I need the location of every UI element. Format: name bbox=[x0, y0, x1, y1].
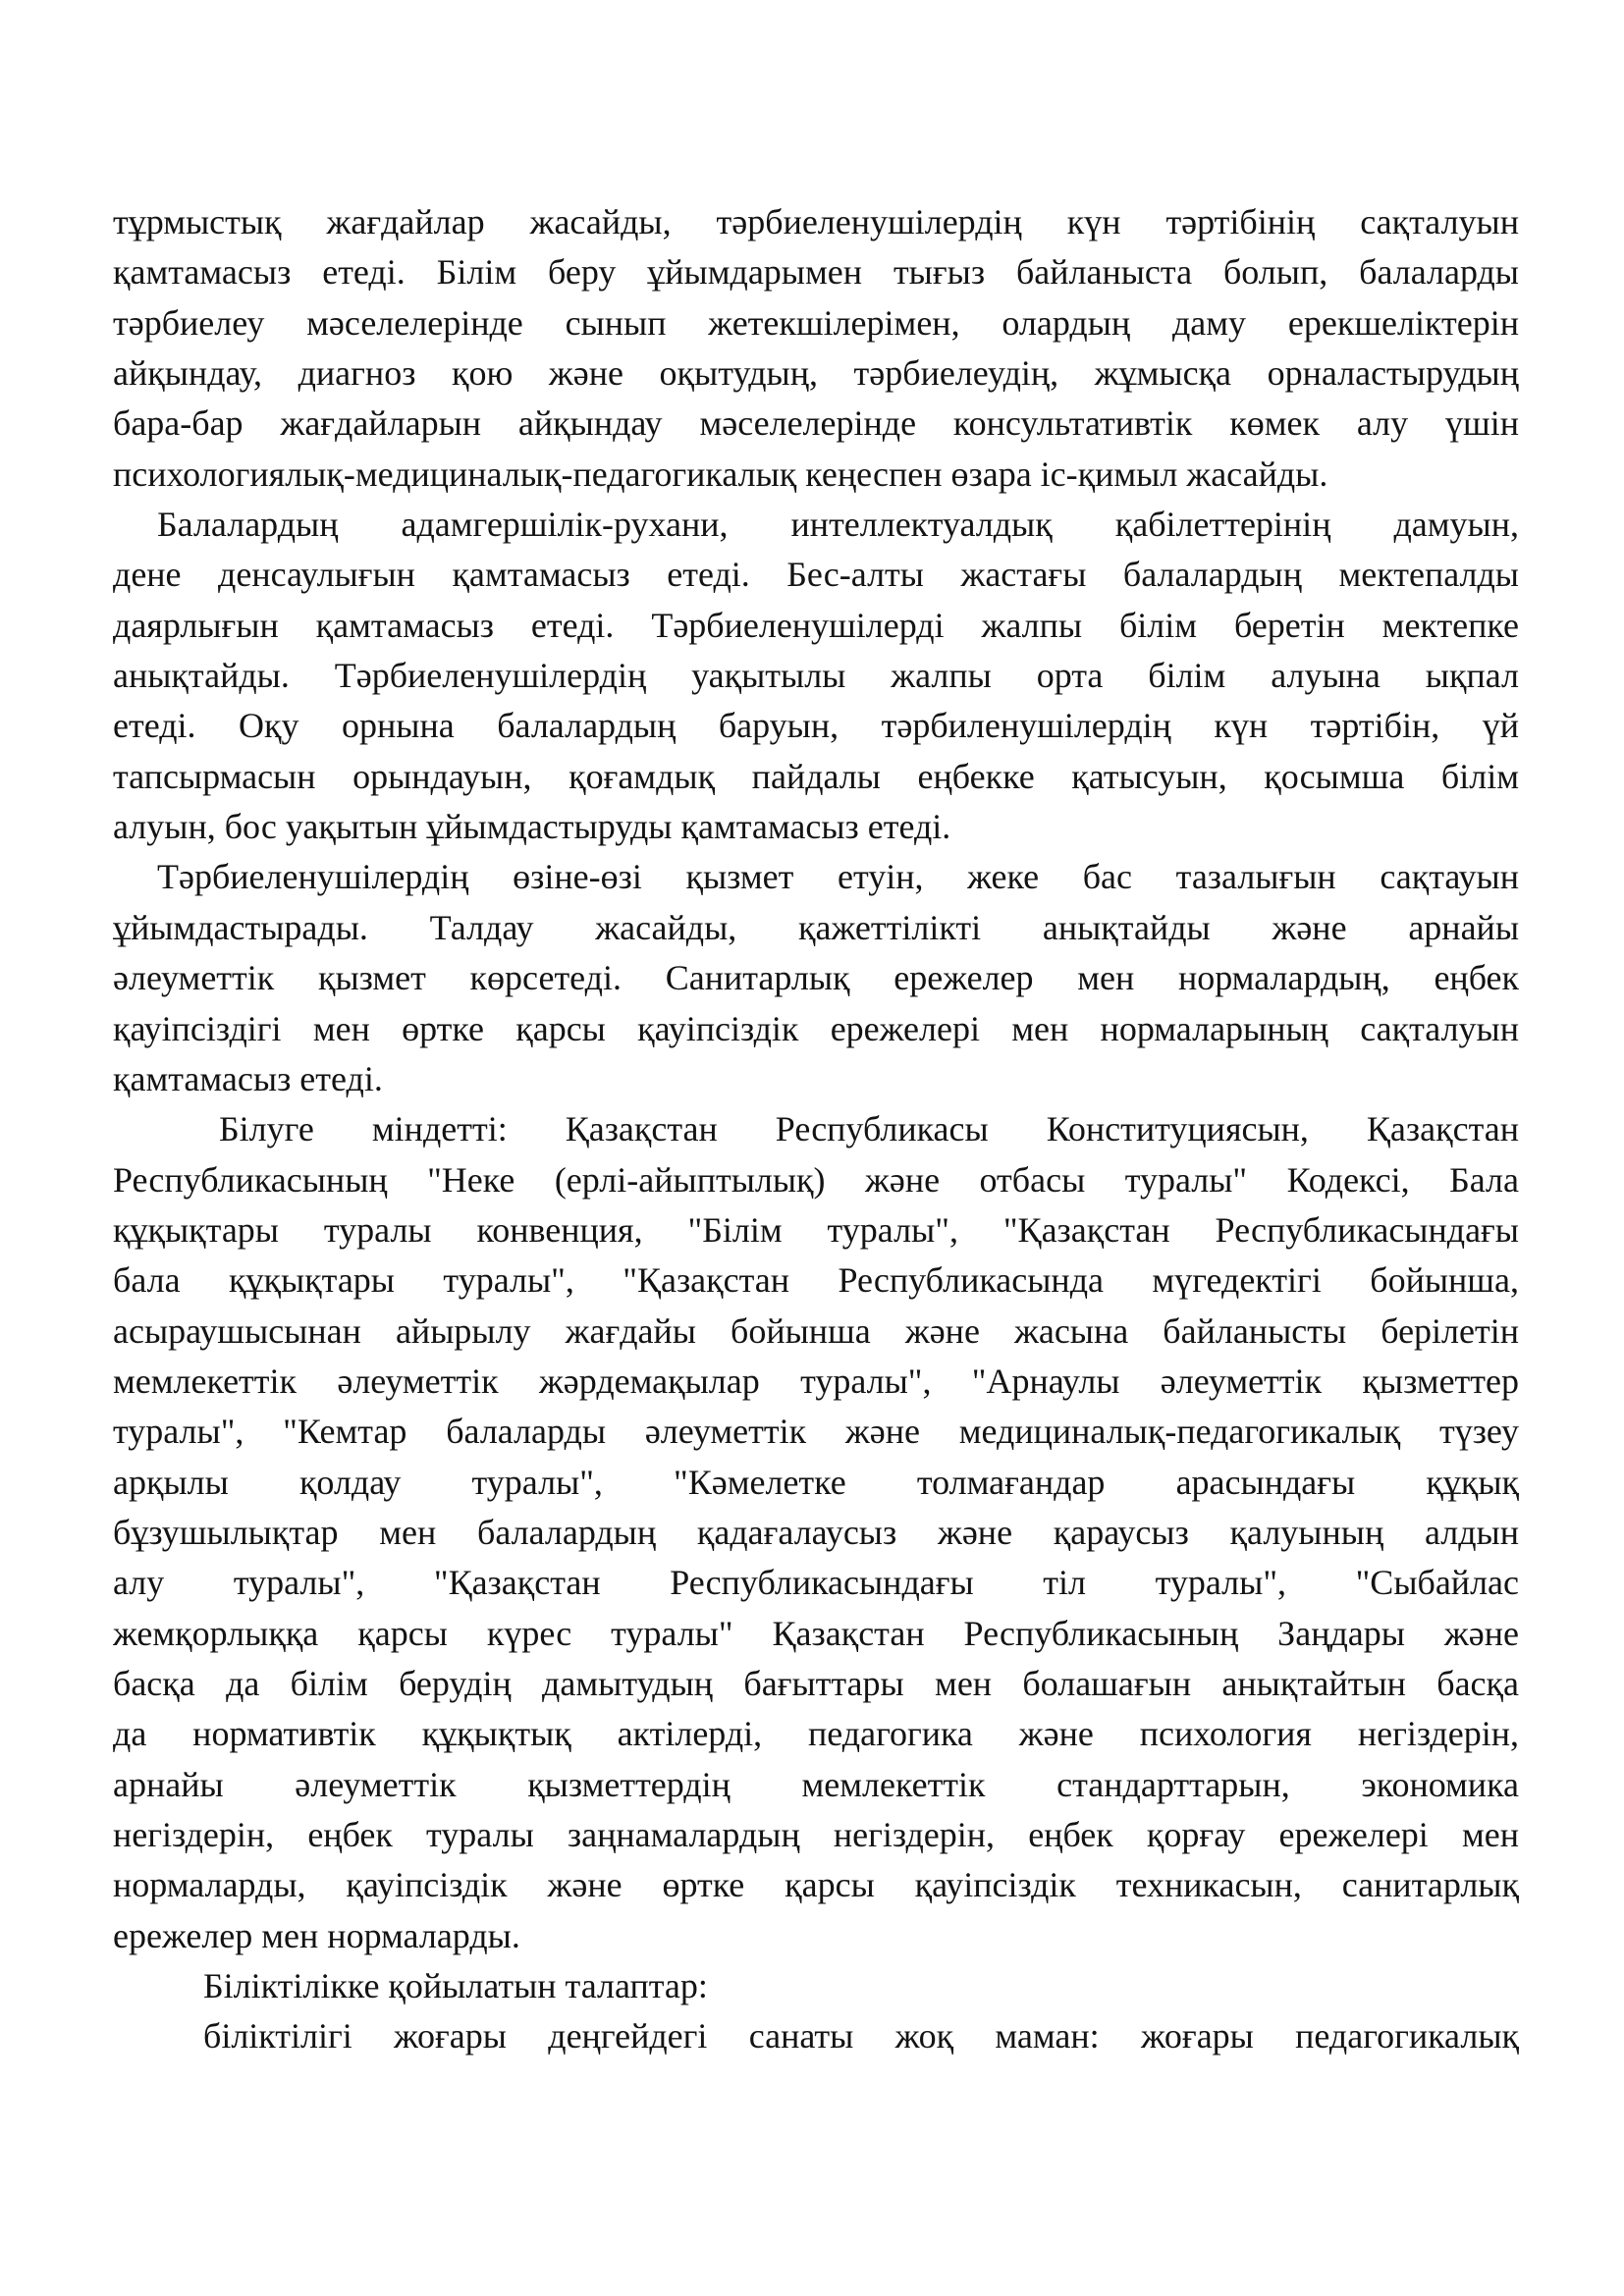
text-line: жемқорлыққа қарсы күрес туралы" Қазақстан Республикасының Заңдары және bbox=[113, 1613, 1519, 1653]
text-line: арқылы қолдау туралы", "Кәмелетке толмағандар арасындағы құқық bbox=[113, 1462, 1519, 1502]
text-line: туралы", "Кемтар балаларды әлеуметтік және медициналық-педагогикалық түзеу bbox=[113, 1412, 1519, 1452]
text-line: ережелер мен нормаларды. bbox=[113, 1915, 520, 1955]
paragraph bbox=[113, 500, 1519, 852]
text-line: Республикасының "Неке (ерлі-айыптылық) және отбасы туралы" Кодексі, Бала bbox=[113, 1159, 1519, 1200]
text-line: да нормативтік құқықтық актілерді, педагогика және психология негіздерін, bbox=[113, 1714, 1519, 1754]
text-line: құқықтары туралы конвенция, "Білім туралы", "Қазақстан Республикасындағы bbox=[113, 1209, 1519, 1250]
text-line: арнайы әлеуметтік қызметтердің мемлекеттік стандарттарын, экономика bbox=[113, 1764, 1519, 1804]
text-line: біліктілігі жоғары деңгейдегі санаты жоқ маман: жоғары педагогикалық bbox=[203, 2016, 1519, 2056]
text-line: негіздерін, еңбек туралы заңнамалардың негіздерін, еңбек қорғау ережелері мен bbox=[113, 1815, 1519, 1854]
text-line: Балалардың адамгершілік-рухани, интеллектуалдық қабілеттерінің дамуын, bbox=[157, 505, 1519, 545]
text-line: алу туралы", "Қазақстан Республикасындағы тіл туралы", "Сыбайлас bbox=[113, 1563, 1519, 1603]
text-line: әлеуметтік қызмет көрсетеді. Санитарлық ережелер мен нормалардың, еңбек bbox=[113, 958, 1519, 998]
paragraph bbox=[113, 852, 1519, 1104]
text-line: Білуге міндетті: Қазақстан Республикасы Конституциясын, Қазақстан bbox=[219, 1109, 1519, 1149]
document-body bbox=[113, 197, 1519, 2062]
text-line: айқындау, диагноз қою және оқытудың, тәрбиелеудің, жұмысқа орналастырудың bbox=[113, 353, 1519, 394]
text-line: асыраушысынан айырылу жағдайы бойынша және жасына байланысты берілетін bbox=[113, 1310, 1519, 1351]
text-line: бұзушылықтар мен балалардың қадағалаусыз және қараусыз қалуының алдын bbox=[113, 1512, 1519, 1552]
text-line: Біліктілікке қойылатын талаптар: bbox=[203, 1966, 708, 2006]
text-line: етеді. Оқу орнына балалардың баруын, тәрбиленушілердің күн тәртібін, үй bbox=[113, 706, 1519, 746]
text-line: қамтамасыз етеді. Білім беру ұйымдарымен тығыз байланыста болып, балаларды bbox=[113, 252, 1519, 293]
text-line: алуын, бос уақытын ұйымдастыруды қамтамасыз етеді. bbox=[113, 807, 951, 847]
text-line: қамтамасыз етеді. bbox=[113, 1058, 383, 1098]
text-line: даярлығын қамтамасыз етеді. Тәрбиеленушілерді жалпы білім беретін мектепке bbox=[113, 605, 1519, 645]
paragraph bbox=[113, 1961, 1519, 2011]
text-line: Тәрбиеленушілердің өзіне-өзі қызмет етуін, жеке бас тазалығын сақтауын bbox=[157, 857, 1519, 897]
paragraph bbox=[113, 1104, 1519, 1961]
text-line: психологиялық-медициналық-педагогикалық кеңеспен өзара іс-қимыл жасайды. bbox=[113, 454, 1328, 494]
text-line: тапсырмасын орындауын, қоғамдық пайдалы еңбекке қатысуын, қосымша білім bbox=[113, 756, 1519, 796]
paragraph bbox=[113, 2011, 1519, 2061]
text-line: анықтайды. Тәрбиеленушілердің уақытылы жалпы орта білім алуына ықпал bbox=[113, 656, 1519, 696]
text-line: қауіпсіздігі мен өртке қарсы қауіпсіздік ережелері мен нормаларының сақталуын bbox=[113, 1008, 1519, 1048]
paragraph bbox=[113, 197, 1519, 500]
text-line: басқа да білім берудің дамытудың бағыттары мен болашағын анықтайтын басқа bbox=[113, 1663, 1519, 1703]
text-line: мемлекеттік әлеуметтік жәрдемақылар туралы", "Арнаулы әлеуметтік қызметтер bbox=[113, 1361, 1519, 1401]
text-line: нормаларды, қауіпсіздік және өртке қарсы қауіпсіздік техникасын, санитарлық bbox=[113, 1865, 1519, 1905]
text-line: бала құқықтары туралы", "Қазақстан Республикасында мүгедектігі бойынша, bbox=[113, 1260, 1519, 1301]
text-line: тәрбиелеу мәселелерінде сынып жетекшілерімен, олардың даму ерекшеліктерін bbox=[113, 302, 1519, 343]
text-line: бара-бар жағдайларын айқындау мәселелерінде консультативтік көмек алу үшін bbox=[113, 403, 1519, 444]
text-line: ұйымдастырады. Талдау жасайды, қажеттілікті анықтайды және арнайы bbox=[113, 907, 1519, 947]
text-line: тұрмыстық жағдайлар жасайды, тәрбиеленушілердің күн тәртібінің сақталуын bbox=[113, 202, 1519, 241]
text-line: дене денсаулығын қамтамасыз етеді. Бес-алты жастағы балалардың мектепалды bbox=[113, 555, 1519, 595]
